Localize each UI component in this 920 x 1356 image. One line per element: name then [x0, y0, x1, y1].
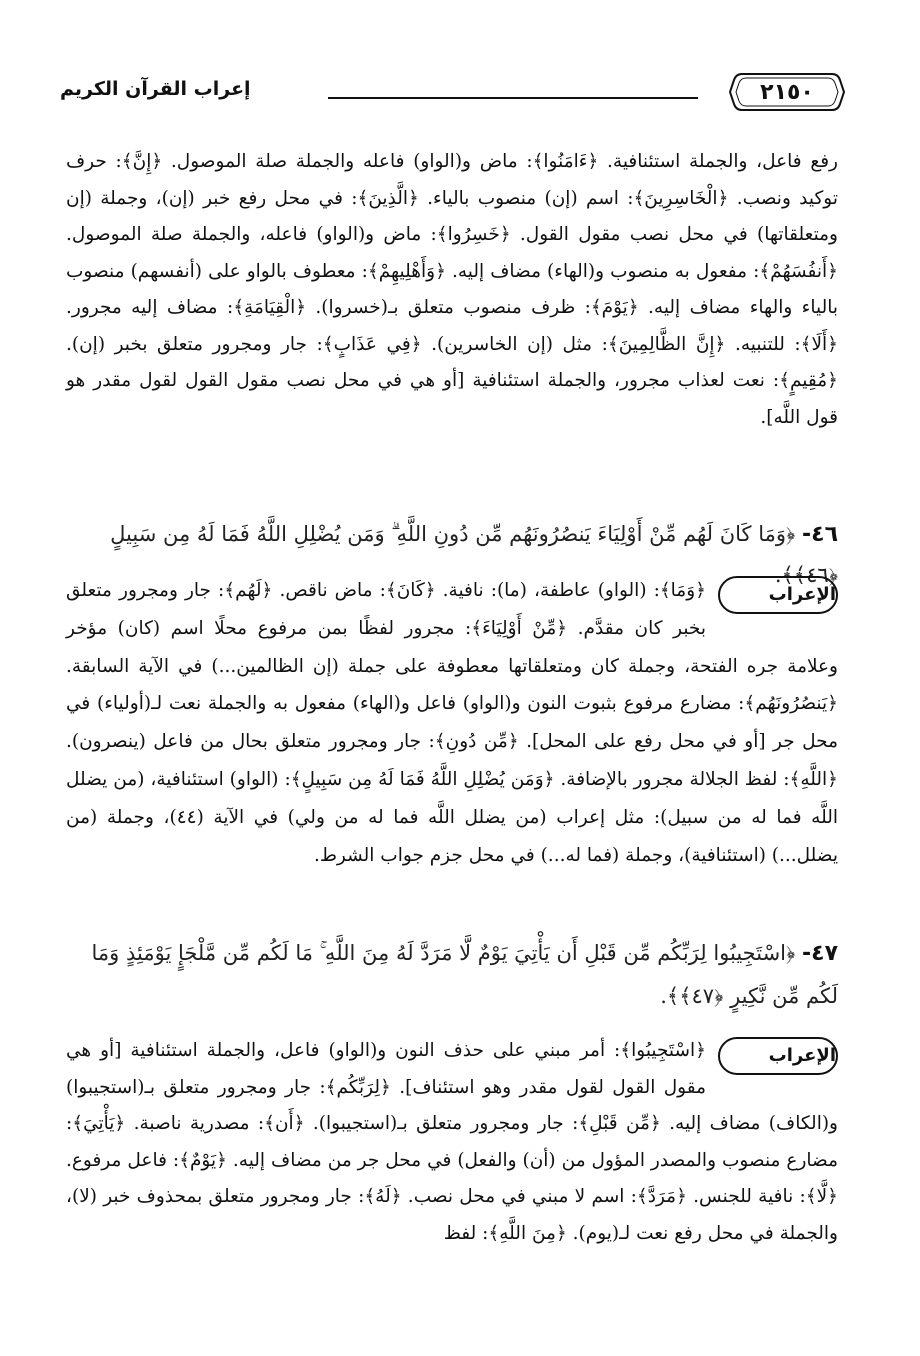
verse-text: ﴿اسْتَجِيبُوا لِرَبِّكُم مِّن قَبْلِ أَن يَأْتِيَ يَوْمٌ لَّا مَرَدَّ لَهُ مِنَ اللَّهِ ۚ مَا لَكُم مِّن مَّلْجَإٍ يَوْمَئِذٍ وَمَا لَكُم مِّن نَّكِيرٍ ﴿٤٧﴾﴾.	[91, 941, 838, 1008]
book-title: إعراب القرآن الكريم	[60, 78, 251, 100]
irab-label: الإعراب	[718, 1037, 838, 1075]
verse-number: ٤٦-	[802, 522, 838, 547]
irab-text: ﴿وَمَا﴾: (الواو) عاطفة، (ما): نافية. ﴿كَانَ﴾: ماض ناقص. ﴿لَهُم﴾: جار ومجرور متعلق بخبر كان مقدَّم. ﴿مِّنْ أَوْلِيَاءَ﴾: مجرور لفظًا بمن مرفوع محلًا اسم (كان) مؤخر وعلامة جره الفتحة، وجملة كان ومتعلقاتها معطوفة على جملة (إن الظالمين...) في الآية السابقة. ﴿يَنصُرُونَهُم﴾: مضارع مرفوع بثبوت النون و(الواو) فاعل و(الهاء) مفعول به والجملة نعت لـ(أولياء) في محل جر [أو في محل رفع على المحل]. ﴿مِّن دُونِ﴾: جار ومجرور متعلق بحال من فاعل (ينصرون). ﴿اللَّهِ﴾: لفظ الجلالة مجرور بالإضافة. ﴿وَمَن يُضْلِلِ اللَّهُ فَمَا لَهُ مِن سَبِيلٍ﴾: (الواو) استئنافية، (من يضلل اللَّه فما له من سبيل): مثل إعراب (من يضلل اللَّه فما له من ولي) في الآية (٤٤)، وجملة (من يضلل...) (استئنافية)، وجملة (فما له...) في محل جزم جواب الشرط.	[66, 580, 838, 866]
page-number: ٢١٥٠	[760, 79, 814, 105]
verse-text: ﴿وَمَا كَانَ لَهُم مِّنْ أَوْلِيَاءَ يَنصُرُونَهُم مِّن دُونِ اللَّهِ ۗ وَمَن يُضْلِلِ اللَّهُ فَمَا لَهُ مِن سَبِيلٍ ﴿٤٦﴾﴾.	[110, 522, 838, 587]
irab-section-46	[66, 572, 838, 874]
verse-number: ٤٧-	[802, 941, 838, 966]
irab-label: الإعراب	[718, 576, 838, 614]
page-number-frame	[728, 70, 846, 114]
commentary-paragraph: رفع فاعل، والجملة استئنافية. ﴿ءَامَنُوا﴾: ماض و(الواو) فاعله والجملة صلة الموصول. ﴿إِنَّ﴾: حرف توكيد ونصب. ﴿الْخَاسِرِينَ﴾: اسم (إن) منصوب بالياء. ﴿الَّذِينَ﴾: في محل رفع خبر (إن)، وجملة (إن ومتعلقاتها) في محل نصب مقول القول. ﴿خَسِرُوا﴾: ماض و(الواو) فاعله، والجملة صلة الموصول. ﴿أَنفُسَهُمْ﴾: مفعول به منصوب و(الهاء) مضاف إليه. ﴿وَأَهْلِيهِمْ﴾: معطوف بالواو على (أنفسهم) منصوب بالياء والهاء مضاف إليه. ﴿يَوْمَ﴾: ظرف منصوب متعلق بـ(خسروا). ﴿الْقِيَامَةِ﴾: مضاف إليه مجرور. ﴿أَلَا﴾: للتنبيه. ﴿إِنَّ الظَّالِمِينَ﴾: مثل (إن الخاسرين). ﴿فِي عَذَابٍ﴾: جار ومجرور متعلق بخبر (إن). ﴿مُقِيمٍ﴾: نعت لعذاب مجرور، والجملة استئنافية [أو هي في محل نصب مقول القول لقول مقدر هو قول اللَّه].	[66, 151, 838, 428]
irab-section-47	[66, 1033, 838, 1253]
header-divider	[328, 97, 698, 99]
page-header	[60, 70, 846, 116]
verse-47	[66, 932, 838, 1017]
irab-text: ﴿اسْتَجِيبُوا﴾: أمر مبني على حذف النون و(الواو) فاعل، والجملة استئنافية [أو هي مقول القول لقول مقدر وهو استئناف]. ﴿لِرَبِّكُم﴾: جار ومجرور متعلق بـ(استجيبوا) و(الكاف) مضاف إليه. ﴿مِّن قَبْلِ﴾: جار ومجرور متعلق بـ(استجيبوا). ﴿أَن﴾: مصدرية ناصبة. ﴿يَأْتِيَ﴾: مضارع منصوب والمصدر المؤول من (أن) والفعل) في محل جر من مضاف إليه. ﴿يَوْمٌ﴾: فاعل مرفوع. ﴿لَّا﴾: نافية للجنس. ﴿مَرَدَّ﴾: اسم لا مبني في محل نصب. ﴿لَهُ﴾: جار ومجرور متعلق بمحذوف خبر (لا)، والجملة في محل رفع نعت لـ(يوم). ﴿مِنَ اللَّهِ﴾: لفظ	[66, 1040, 838, 1244]
